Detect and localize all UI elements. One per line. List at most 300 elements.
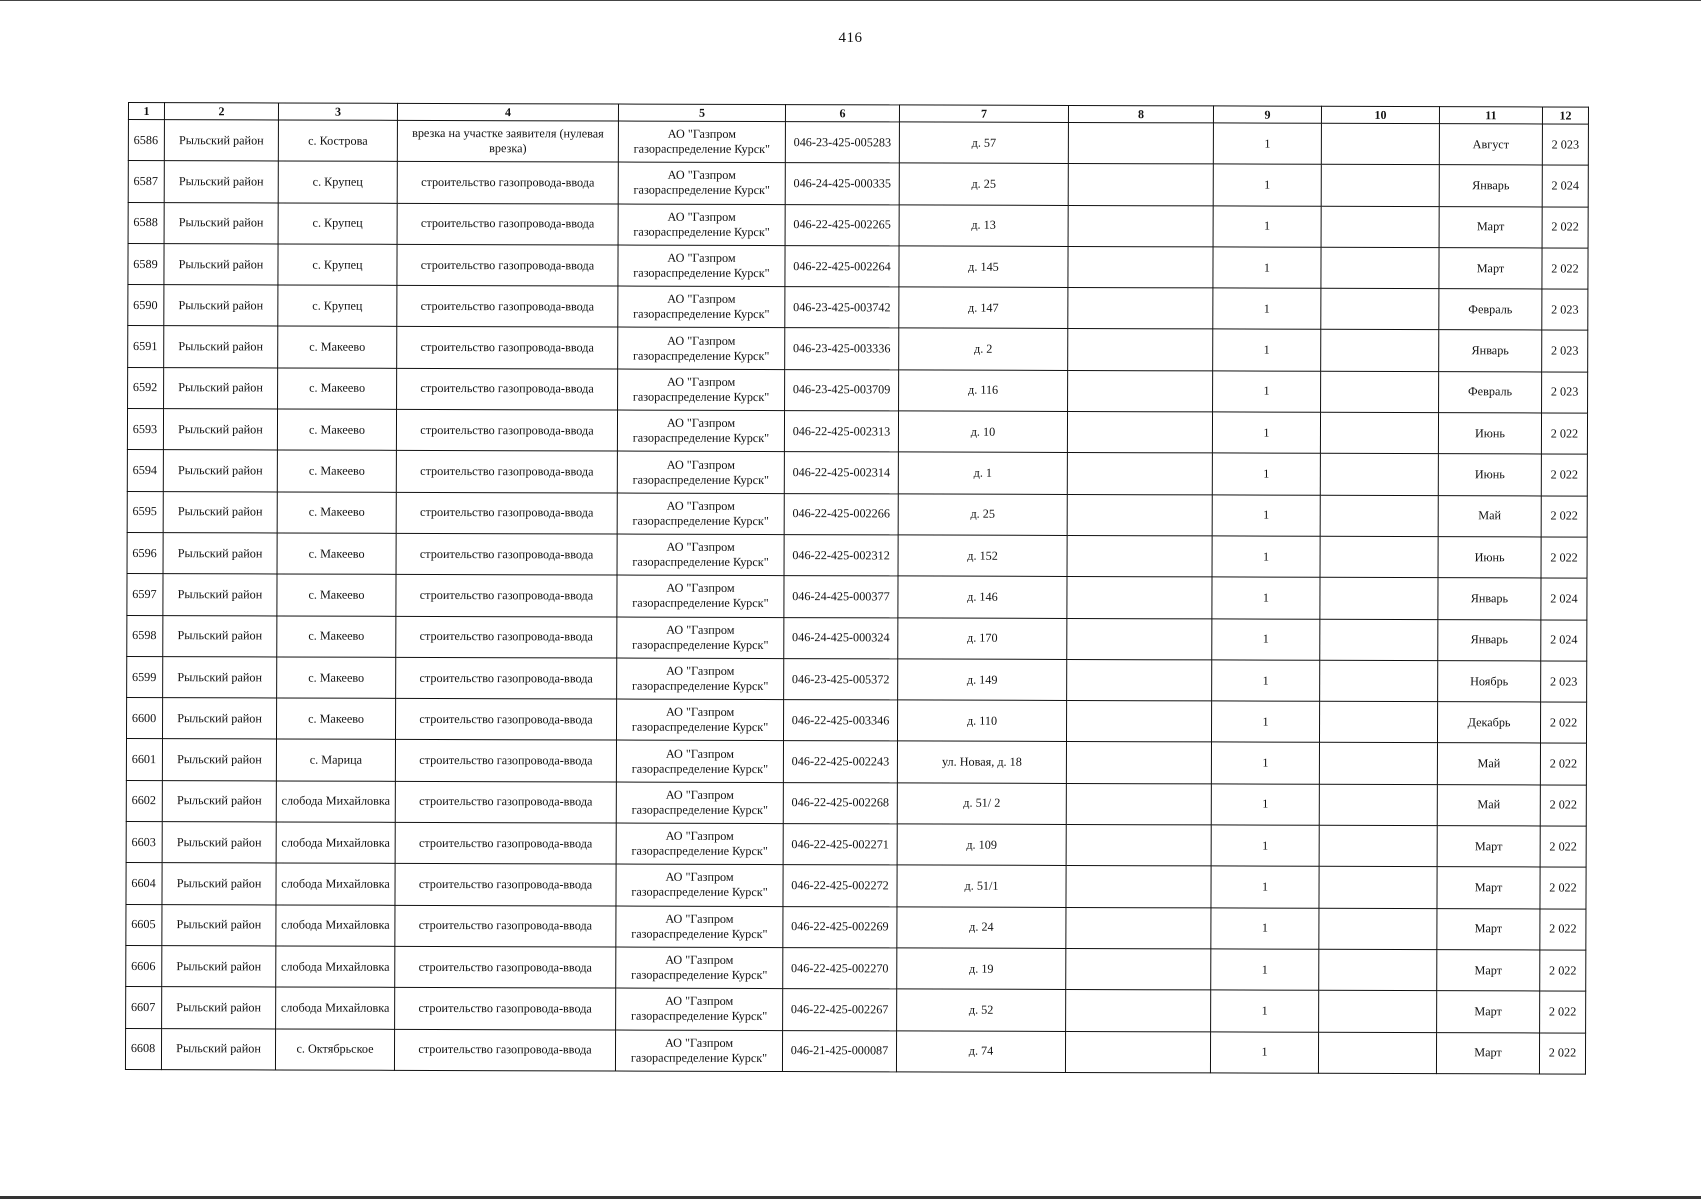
settlement-cell: с. Кострова [278,120,397,162]
table-row [126,945,1586,991]
column-10-cell [1321,371,1439,413]
address-cell: д. 51/ 2 [897,783,1066,825]
column-header: 12 [1542,107,1588,124]
table-row [128,161,1588,207]
application-number-cell: 046-22-425-002268 [783,782,897,824]
district-cell: Рыльский район [164,120,278,162]
column-header: 2 [164,103,278,120]
address-cell: д. 1 [898,452,1067,494]
column-10-cell [1319,784,1437,826]
row-number-cell: 6588 [128,202,164,243]
address-cell: д. 25 [899,163,1068,205]
organization-cell: АО "Газпром газораспределение Курск" [616,988,783,1030]
work-type-cell: строительство газопровода-ввода [396,492,617,534]
row-number-cell: 6591 [128,326,164,367]
address-cell: д. 74 [896,1030,1065,1072]
row-number-cell: 6592 [128,367,164,408]
row-number-cell: 6605 [126,904,162,945]
address-cell: д. 57 [899,122,1068,164]
application-number-cell: 046-23-425-003709 [785,369,899,411]
quantity-cell: 1 [1212,453,1320,495]
district-cell: Рыльский район [162,946,276,988]
quantity-cell: 1 [1212,577,1320,619]
quantity-cell: 1 [1211,949,1319,991]
column-10-cell [1321,206,1439,248]
page-number: 416 [838,30,863,46]
column-8-cell [1066,783,1211,825]
work-type-cell: строительство газопровода-ввода [397,327,618,369]
settlement-cell: слобода Михайловка [276,946,395,988]
month-cell: Май [1437,743,1540,785]
month-cell: Январь [1439,165,1542,207]
row-number-cell: 6600 [126,698,162,739]
year-cell: 2 022 [1540,950,1586,991]
column-8-cell [1066,866,1211,908]
settlement-cell: с. Макеево [277,409,396,451]
year-cell: 2 022 [1540,867,1586,908]
year-cell: 2 024 [1542,165,1588,206]
month-cell: Май [1438,495,1541,537]
work-type-cell: строительство газопровода-ввода [396,575,617,617]
table-row [125,1028,1585,1074]
table-row [126,987,1586,1033]
application-number-cell: 046-22-425-002264 [785,245,899,287]
table-row [126,739,1586,785]
district-cell: Рыльский район [163,409,277,451]
row-number-cell: 6593 [127,409,163,450]
table-row [128,326,1588,372]
year-cell: 2 022 [1540,743,1586,784]
district-cell: Рыльский район [164,244,278,286]
year-cell: 2 023 [1542,124,1588,165]
district-cell: Рыльский район [162,863,276,905]
organization-cell: АО "Газпром газораспределение Курск" [618,245,785,287]
address-cell: д. 10 [898,411,1067,453]
column-10-cell [1319,743,1437,785]
district-cell: Рыльский район [163,491,277,533]
application-number-cell: 046-22-425-002269 [783,906,897,948]
table-row [128,202,1588,248]
column-10-cell [1318,1032,1436,1074]
address-cell: д. 19 [897,948,1066,990]
address-cell: д. 145 [899,246,1068,288]
column-header: 10 [1321,106,1439,123]
column-10-cell [1321,330,1439,372]
row-number-cell: 6606 [126,945,162,986]
column-10-cell [1320,454,1438,496]
settlement-cell: с. Марица [276,739,395,781]
organization-cell: АО "Газпром газораспределение Курск" [616,782,783,824]
organization-cell: АО "Газпром газораспределение Курск" [618,286,785,328]
work-type-cell: строительство газопровода-ввода [395,698,616,740]
column-8-cell [1068,122,1213,164]
work-type-cell: строительство газопровода-ввода [397,203,618,245]
month-cell: Март [1437,991,1540,1033]
table-row [128,285,1588,331]
application-number-cell: 046-22-425-003346 [783,700,897,742]
address-cell: д. 51/1 [897,865,1066,907]
table-row [127,409,1587,455]
table-row [127,532,1587,578]
work-type-cell: строительство газопровода-ввода [395,905,616,947]
organization-cell: АО "Газпром газораспределение Курск" [618,328,785,370]
organization-cell: АО "Газпром газораспределение Курск" [616,823,783,865]
month-cell: Июнь [1438,413,1541,455]
column-8-cell [1067,453,1212,495]
table-row [128,243,1588,289]
work-type-cell: строительство газопровода-ввода [396,451,617,493]
column-10-cell [1320,412,1438,454]
settlement-cell: с. Макеево [277,492,396,534]
quantity-cell: 1 [1213,329,1321,371]
organization-cell: АО "Газпром газораспределение Курск" [615,1030,782,1072]
month-cell: Март [1437,908,1540,950]
month-cell: Март [1436,1032,1539,1074]
table-row [127,615,1587,661]
column-10-cell [1320,578,1438,620]
application-number-cell: 046-22-425-002265 [785,204,899,246]
column-10-cell [1321,288,1439,330]
quantity-cell: 1 [1211,866,1319,908]
quantity-cell: 1 [1212,618,1320,660]
column-10-cell [1320,495,1438,537]
column-header: 4 [397,103,618,121]
settlement-cell: слобода Михайловка [276,863,395,905]
month-cell: Февраль [1439,371,1542,413]
work-type-cell: строительство газопровода-ввода [395,781,616,823]
column-8-cell [1066,742,1211,784]
month-cell: Май [1437,784,1540,826]
column-10-cell [1320,660,1438,702]
quantity-cell: 1 [1210,1031,1318,1073]
application-number-cell: 046-22-425-002270 [783,947,897,989]
application-number-cell: 046-22-425-002271 [783,824,897,866]
row-number-cell: 6607 [126,987,162,1028]
settlement-cell: с. Крупец [278,203,397,245]
year-cell: 2 024 [1541,620,1587,661]
address-cell: д. 24 [897,907,1066,949]
address-cell: д. 25 [898,494,1067,536]
work-type-cell: строительство газопровода-ввода [395,740,616,782]
month-cell: Январь [1438,619,1541,661]
settlement-cell: с. Макеево [276,698,395,740]
year-cell: 2 022 [1541,496,1587,537]
settlement-cell: с. Октябрьское [275,1028,394,1070]
application-number-cell: 046-23-425-005283 [785,122,899,164]
column-10-cell [1319,701,1437,743]
column-10-cell [1321,123,1439,165]
organization-cell: АО "Газпром газораспределение Курск" [617,410,784,452]
month-cell: Январь [1439,330,1542,372]
work-type-cell: строительство газопровода-ввода [396,657,617,699]
settlement-cell: с. Макеево [277,450,396,492]
work-type-cell: строительство газопровода-ввода [397,244,618,286]
district-cell: Рыльский район [164,326,278,368]
quantity-cell: 1 [1211,742,1319,784]
quantity-cell: 1 [1211,825,1319,867]
row-number-cell: 6587 [128,161,164,202]
column-10-cell [1321,165,1439,207]
address-cell: д. 52 [897,989,1066,1031]
column-8-cell [1068,164,1213,206]
address-cell: д. 13 [899,205,1068,247]
settlement-cell: с. Макеево [278,368,397,410]
district-cell: Рыльский район [164,367,278,409]
address-cell: д. 170 [898,617,1067,659]
district-cell: Рыльский район [163,656,277,698]
district-cell: Рыльский район [161,1028,275,1070]
work-type-cell: строительство газопровода-ввода [397,162,618,204]
column-8-cell [1067,494,1212,536]
column-10-cell [1319,908,1437,950]
row-number-cell: 6598 [127,615,163,656]
application-number-cell: 046-22-425-002267 [783,989,897,1031]
quantity-cell: 1 [1213,247,1321,289]
column-8-cell [1068,329,1213,371]
organization-cell: АО "Газпром газораспределение Курск" [616,740,783,782]
column-8-cell [1067,659,1212,701]
district-cell: Рыльский район [162,987,276,1029]
month-cell: Март [1439,248,1542,290]
column-8-cell [1068,246,1213,288]
quantity-cell: 1 [1212,536,1320,578]
column-10-cell [1319,949,1437,991]
year-cell: 2 022 [1540,909,1586,950]
organization-cell: АО "Газпром газораспределение Курск" [617,575,784,617]
settlement-cell: с. Макеево [277,574,396,616]
district-cell: Рыльский район [163,615,277,657]
scan-edge-top [0,0,1701,1]
quantity-cell: 1 [1212,495,1320,537]
work-type-cell: строительство газопровода-ввода [395,988,616,1030]
column-8-cell [1066,990,1211,1032]
organization-cell: АО "Газпром газораспределение Курск" [616,947,783,989]
application-number-cell: 046-21-425-000087 [782,1030,896,1072]
row-number-cell: 6595 [127,491,163,532]
application-number-cell: 046-23-425-003336 [785,328,899,370]
district-cell: Рыльский район [163,574,277,616]
district-cell: Рыльский район [162,822,276,864]
column-8-cell [1066,824,1211,866]
work-type-cell: строительство газопровода-ввода [395,864,616,906]
row-number-cell: 6601 [126,739,162,780]
work-type-cell: строительство газопровода-ввода [397,286,618,328]
year-cell: 2 022 [1541,413,1587,454]
year-cell: 2 022 [1540,702,1586,743]
row-number-cell: 6594 [127,450,163,491]
organization-cell: АО "Газпром газораспределение Курск" [616,864,783,906]
settlement-cell: слобода Михайловка [276,822,395,864]
settlement-cell: с. Крупец [278,285,397,327]
row-number-cell: 6597 [127,574,163,615]
column-8-cell [1066,701,1211,743]
year-cell: 2 023 [1541,661,1587,702]
organization-cell: АО "Газпром газораспределение Курск" [617,493,784,535]
settlement-cell: с. Макеево [278,326,397,368]
year-cell: 2 023 [1542,372,1588,413]
year-cell: 2 023 [1542,330,1588,371]
district-cell: Рыльский район [164,161,278,203]
settlement-cell: слобода Михайловка [276,905,395,947]
month-cell: Июнь [1438,454,1541,496]
work-type-cell: строительство газопровода-ввода [395,822,616,864]
column-8-cell [1067,412,1212,454]
table-body [125,120,1588,1074]
application-number-cell: 046-24-425-000335 [785,163,899,205]
year-cell: 2 022 [1539,1032,1585,1073]
year-cell: 2 022 [1541,454,1587,495]
address-cell: д. 109 [897,824,1066,866]
month-cell: Март [1437,867,1540,909]
organization-cell: АО "Газпром газораспределение Курск" [617,617,784,659]
month-cell: Ноябрь [1438,660,1541,702]
row-number-cell: 6604 [126,863,162,904]
application-number-cell: 046-22-425-002313 [784,411,898,453]
quantity-cell: 1 [1213,164,1321,206]
column-header: 6 [785,105,899,122]
column-8-cell [1067,535,1212,577]
year-cell: 2 022 [1540,991,1586,1032]
organization-cell: АО "Газпром газораспределение Курск" [618,369,785,411]
quantity-cell: 1 [1212,660,1320,702]
month-cell: Февраль [1439,289,1542,331]
work-type-cell: строительство газопровода-ввода [397,368,618,410]
settlement-cell: с. Крупец [278,161,397,203]
table-row [126,863,1586,909]
application-number-cell: 046-22-425-002272 [783,865,897,907]
row-number-cell: 6599 [127,656,163,697]
district-cell: Рыльский район [162,739,276,781]
column-8-cell [1067,618,1212,660]
application-number-cell: 046-22-425-002266 [784,493,898,535]
column-10-cell [1319,867,1437,909]
month-cell: Август [1439,124,1542,166]
year-cell: 2 023 [1542,289,1588,330]
address-cell: д. 152 [898,535,1067,577]
row-number-cell: 6608 [125,1028,161,1069]
column-header: 5 [618,104,785,122]
application-number-cell: 046-23-425-005372 [784,658,898,700]
column-8-cell [1066,907,1211,949]
month-cell: Июнь [1438,537,1541,579]
district-cell: Рыльский район [164,202,278,244]
application-number-cell: 046-22-425-002312 [784,535,898,577]
application-number-cell: 046-24-425-000324 [784,617,898,659]
work-type-cell: врезка на участке заявителя (нулевая врезка) [397,120,618,162]
column-10-cell [1321,247,1439,289]
table-row [127,491,1587,537]
organization-cell: АО "Газпром газораспределение Курск" [617,451,784,493]
year-cell: 2 022 [1542,207,1588,248]
district-cell: Рыльский район [162,904,276,946]
column-8-cell [1065,1031,1210,1073]
table-row [127,656,1587,702]
table-row [128,120,1588,166]
application-number-cell: 046-22-425-002314 [784,452,898,494]
year-cell: 2 022 [1541,537,1587,578]
register-table [125,102,1589,1074]
column-header: 9 [1213,106,1321,123]
table-row [127,450,1587,496]
settlement-cell: с. Макеево [277,657,396,699]
organization-cell: АО "Газпром газораспределение Курск" [618,162,785,204]
quantity-cell: 1 [1211,701,1319,743]
year-cell: 2 022 [1540,826,1586,867]
column-8-cell [1068,370,1213,412]
work-type-cell: строительство газопровода-ввода [394,1029,615,1071]
quantity-cell: 1 [1211,908,1319,950]
table-row [126,822,1586,868]
table-row [128,367,1588,413]
district-cell: Рыльский район [163,450,277,492]
work-type-cell: строительство газопровода-ввода [396,533,617,575]
settlement-cell: с. Макеево [277,616,396,658]
organization-cell: АО "Газпром газораспределение Курск" [617,534,784,576]
column-header: 11 [1439,107,1542,124]
address-cell: д. 147 [899,287,1068,329]
month-cell: Декабрь [1437,702,1540,744]
row-number-cell: 6589 [128,243,164,284]
quantity-cell: 1 [1213,206,1321,248]
settlement-cell: слобода Михайловка [276,987,395,1029]
column-header: 8 [1068,105,1213,122]
organization-cell: АО "Газпром газораспределение Курск" [616,699,783,741]
address-cell: д. 149 [898,659,1067,701]
table-row [127,574,1587,620]
month-cell: Март [1439,206,1542,248]
district-cell: Рыльский район [163,533,277,575]
month-cell: Март [1437,826,1540,868]
month-cell: Январь [1438,578,1541,620]
row-number-cell: 6590 [128,285,164,326]
column-8-cell [1068,205,1213,247]
application-number-cell: 046-24-425-000377 [784,576,898,618]
settlement-cell: с. Макеево [277,533,396,575]
organization-cell: АО "Газпром газораспределение Курск" [616,906,783,948]
quantity-cell: 1 [1211,784,1319,826]
quantity-cell: 1 [1213,371,1321,413]
application-number-cell: 046-22-425-002243 [783,741,897,783]
district-cell: Рыльский район [162,780,276,822]
table-row [126,698,1586,744]
column-10-cell [1319,990,1437,1032]
quantity-cell: 1 [1213,123,1321,165]
settlement-cell: с. Крупец [278,244,397,286]
address-cell: д. 2 [899,328,1068,370]
year-cell: 2 022 [1540,785,1586,826]
organization-cell: АО "Газпром газораспределение Курск" [618,204,785,246]
address-cell: ул. Новая, д. 18 [897,741,1066,783]
column-header: 7 [899,105,1068,123]
column-header: 1 [128,103,164,120]
organization-cell: АО "Газпром газораспределение Курск" [617,658,784,700]
year-cell: 2 024 [1541,578,1587,619]
month-cell: Март [1437,950,1540,992]
scan-edge-bottom [0,1196,1701,1199]
application-number-cell: 046-23-425-003742 [785,287,899,329]
row-number-cell: 6596 [127,532,163,573]
table-row [126,780,1586,826]
quantity-cell: 1 [1211,990,1319,1032]
column-8-cell [1068,288,1213,330]
address-cell: д. 116 [899,370,1068,412]
quantity-cell: 1 [1212,412,1320,454]
row-number-cell: 6586 [128,120,164,161]
column-8-cell [1067,577,1212,619]
district-cell: Рыльский район [162,698,276,740]
address-cell: д. 110 [897,700,1066,742]
district-cell: Рыльский район [164,285,278,327]
